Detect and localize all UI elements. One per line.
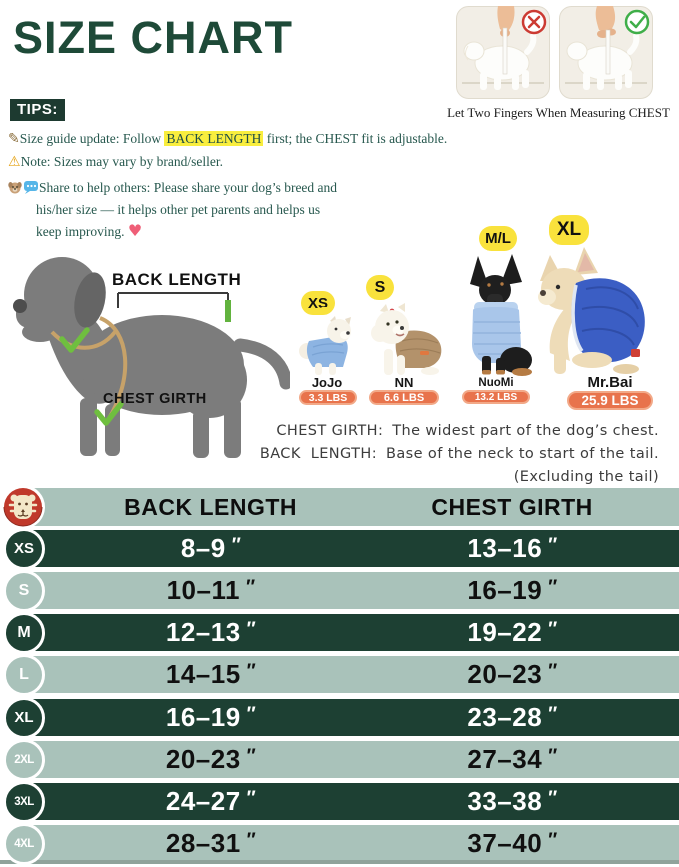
weight-pill-mrbai: 25.9 LBS: [567, 391, 653, 410]
dog-name-jojo: JoJo: [311, 375, 343, 390]
weight-pill-jojo: 3.3 LBS: [299, 390, 357, 405]
correct-measuring-illustration: [559, 6, 653, 99]
measuring-photo-wrong: [456, 6, 550, 99]
check-mark-icon: [626, 11, 648, 33]
dog-photo-mrbai: [534, 247, 648, 375]
weight-pill-nn: 6.6 LBS: [369, 390, 439, 405]
tip-line-4: his/her size — it helps other pet parents and helps us: [36, 201, 321, 217]
tip-line-3: Share to help others: Please share your dog’s breed and: [8, 177, 468, 199]
diagram-back-length-label: BACK LENGTH: [112, 270, 242, 289]
size-badge-2xl: 2XL: [3, 739, 45, 781]
pencil-icon: ✎: [8, 132, 20, 147]
measuring-photo-correct: [559, 6, 653, 99]
wrong-measuring-illustration: [456, 6, 550, 99]
definition-chest-girth: CHEST GIRTH: The widest part of the dog’s chest.: [276, 423, 659, 439]
size-bubble-xl: XL: [549, 215, 589, 245]
definitions-block: [260, 420, 659, 489]
definition-excluding-tail: (Excluding the tail): [513, 469, 659, 485]
warning-icon: ⚠: [8, 153, 21, 170]
size-badge-xl: XL: [3, 697, 45, 739]
table-row-xl: XL 16–19 ″ 23–28 ″: [0, 699, 679, 736]
size-badge-xs: XS: [3, 528, 45, 570]
dog-face-speech-icon: [8, 180, 39, 194]
dog-nose: [13, 299, 27, 313]
size-bubble-s: S: [366, 275, 394, 300]
table-row-xs: XS 8–9 ″ 13–16 ″: [0, 530, 679, 567]
measuring-caption: Let Two Fingers When Measuring CHEST: [447, 105, 670, 120]
size-badge-4xl: 4XL: [3, 823, 45, 865]
page-title: SIZE CHART: [13, 12, 293, 63]
table-row-4xl: 4XL 28–31 ″ 37–40 ″: [0, 825, 679, 862]
back-length-bracket: [118, 293, 228, 308]
diagram-chest-girth-label: CHEST GIRTH: [103, 391, 207, 407]
bottom-divider: [0, 860, 679, 864]
table-row-s: S 10–11 ″ 16–19 ″: [0, 572, 679, 609]
jacket-tag: [631, 349, 640, 357]
size-bubble-ml: M/L: [479, 226, 517, 251]
tip-line-5: keep improving. ♥: [36, 221, 143, 240]
definition-back-length: BACK LENGTH: Base of the neck to start of the tail.: [259, 446, 659, 462]
column-header-back-length: BACK LENGTH: [124, 493, 298, 520]
table-row-2xl: 2XL 20–23 ″ 27–34 ″: [0, 741, 679, 778]
size-badge-3xl: 3XL: [3, 781, 45, 823]
weight-pill-nuomi: 13.2 LBS: [462, 390, 530, 404]
size-badge-m: M: [3, 612, 45, 654]
heart-icon: ♥: [127, 221, 143, 240]
tip-line-2: ⚠Note: Sizes may vary by brand/seller.: [8, 153, 224, 170]
dog-name-nuomi: NuoMi: [478, 377, 514, 389]
table-row-3xl: 3XL 24–27 ″ 33–38 ″: [0, 783, 679, 820]
tips-text-block: [8, 128, 468, 243]
dog-name-mrbai: Mr.Bai: [587, 374, 633, 391]
column-header-chest-girth: CHEST GIRTH: [431, 493, 593, 520]
table-row-l: L 14–15 ″ 20–23 ″: [0, 656, 679, 693]
green-tick-segment: [225, 300, 231, 322]
dog-photo-nn: [362, 303, 446, 375]
brand-lion-logo-icon: [1, 485, 45, 529]
tip-line-1: ✎Size guide update: Follow BACK LENGTH first; the CHEST fit is adjustable.: [8, 131, 448, 147]
highlighted-back-length: BACK LENGTH: [166, 131, 262, 146]
size-bubble-xs: XS: [301, 291, 335, 315]
tips-label: TIPS:: [10, 99, 65, 121]
size-badge-l: L: [3, 654, 45, 696]
dog-name-nn: NN: [394, 375, 414, 390]
dog-photo-jojo: [299, 315, 355, 375]
table-header-row: [0, 488, 679, 526]
table-row-m: M 12–13 ″ 19–22 ″: [0, 614, 679, 651]
size-badge-s: S: [3, 570, 45, 612]
dog-photo-nuomi: [458, 254, 534, 376]
